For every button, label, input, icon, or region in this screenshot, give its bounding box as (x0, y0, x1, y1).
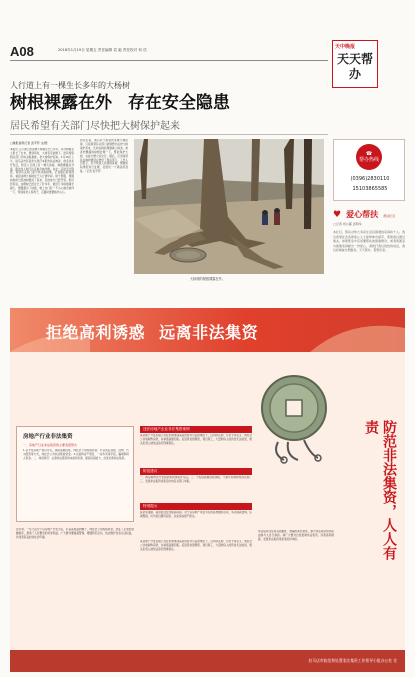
help-section-title: 爱心帮扶 (346, 210, 379, 219)
real-estate-box-intro: 一、房地产行业非法集资的主要表现形式 (23, 443, 78, 447)
phone-number-1: (0396)2830110 (350, 176, 390, 182)
vertical-slogan: 防范非法集资，人人有责 (363, 420, 397, 560)
headline: 树根裸露在外 存在安全隐患 (10, 93, 230, 113)
case-text-2: 一、购房前核实开发商资质和预售许可证。二、不轻信高额回报承诺，不参与所谓的内部认购。三、发现非法集资线索及时向有关部门举报。 (140, 476, 252, 483)
case-label-1: 违法房地产企业非法集资案例 (140, 426, 252, 433)
column-name: 天天帮办 (337, 52, 374, 81)
hotline-badge-label: 帮办热线 (358, 157, 379, 163)
brand-top: 天中晚报 (335, 44, 356, 50)
page-number: A08 (10, 44, 34, 59)
hotline-box (333, 139, 405, 201)
lower-mid-text: 某房地产开发有限公司在未取得商品房预售许可证的情况下，以内部认购、会员卡等名义，向社会公众收取购房款，并承诺高额回报。后因资金链断裂，项目停工，大量购房人的资金无法收回，相关负责人被依法追究刑事责任。 (140, 540, 252, 551)
hotline-badge (356, 144, 382, 170)
byline: □晚报首席记者 袁平怀 文/图 (10, 141, 48, 145)
kicker: 人行道上有一棵生长多年的大杨树 (10, 81, 130, 90)
campaign-banner (10, 308, 405, 352)
heart-icon: ♥ (333, 210, 342, 220)
sidebar-note: 本栏目，帮扶对象大多是生活有困难的家庭和个人。我们希望社会各界爱心人士能够伸出援手，帮助他们渡过难关。如果您家中有需要帮扶的困难群众，或者您愿意为困难家庭献出一份爱心，请拨打我们的热线电话，我们将竭诚为您服务。天天帮办，帮您所需。 (333, 230, 405, 253)
news-photo (134, 139, 324, 274)
coin-chain-image (258, 368, 334, 464)
sidebar-byline: □记者 刘小露 袁明华 (333, 222, 362, 226)
phone-number-2: 15103865585 (352, 186, 388, 192)
help-section-logo (333, 202, 405, 220)
lower-left-text: 近年来，一些不法分子以房地产开发为名，打着高收益的幌子，向社会公众吸收资金，扰乱了正常的金融秩序，损害了人民群众的切身利益。广大群众要提高警惕，增强防范意识，依法维护自身合法权益，共同营造良好的社会环境。 (16, 528, 134, 539)
lower-right-text: 非法集资往往具有隐蔽性、欺骗性和危害性，参与非法集资的风险由参与人自行承担。请广大群众自觉抵制非法集资，远离高利诱惑，发现非法集资线索请及时举报。 (258, 530, 334, 541)
body-col2: 居民们说，他们并不希望把这棵大树砍掉，只是希望有关部门能够想办法把大树保护起来，比如在树的周围砌上树池，或者把裸露的树根处理一下，既能保护大树，也能方便大家出行。随后，记者将居民反映的情况反馈给了相关部门，工作人员表示，会尽快派人到现场查看，根据实际情况进行处理，给居民一个满意的答复。（记者 袁平怀） (80, 139, 128, 174)
real-estate-box (16, 426, 134, 522)
body-col1: 本报讯 人行道上的这棵大杨树生长已多年，部分树根从土里长了出来，遇到风时，大树有可能倒下，居民希望相关部门尽快采取措施，把大树保护起来。1月18日上午，驻马店市民高先生拨打本报热线反映说，他家住在开发区，附近人行道上有一棵大杨树，树根裸露在外面，路过的人稍不注意就会被绊倒，存在一定的安全隐患，希望有关部门能尽快采取措施。记者随后赶到现场，看到这棵大杨树位于人行道中间，树干很粗，周围的地砖已经被树根顶了起来，有的地方已经开裂。附近居民说，这棵树已经生长了好多年，最近几年树根越长越大，慢慢露出了地面，晚上出门时一不小心就会被绊一下，特别是老人和孩子，走路时更要格外小心。 (10, 148, 74, 194)
case-text-1: 某房地产开发有限公司在未取得商品房预售许可证的情况下，以内部认购、会员卡等名义，向社会公众收取购房款，并承诺高额回报。后因资金链断裂，项目停工，大量购房人的资金无法收回，相关负责人被依法追究刑事责任。 (140, 434, 252, 445)
deck: 居民希望有关部门尽快把大树保护起来 (10, 121, 180, 132)
campaign-footer (10, 650, 405, 672)
case-text-3: 投资需谨慎，高回报往往伴随高风险。对于以房地产项目为名的各类融资活动，务必提高警惕，认真甄别，切勿盲目跟风投资，以免造成财产损失。 (140, 511, 252, 518)
photo-caption: 大杨树的树根裸露在外。 (190, 277, 226, 281)
case-label-2: 防范建议 (140, 468, 252, 475)
phone-icon: ☎ (365, 151, 373, 157)
campaign-footer-text: 驻马店市防范和处置非法集资工作领导小组办公室 宣 (308, 658, 397, 663)
dateline: 2018年1月19日 星期五 责任编辑 袁 毅 责任校对 何 语 (58, 48, 147, 52)
coin-illustration (258, 368, 334, 464)
real-estate-box-title: 房地产行业非法集资 (23, 434, 73, 440)
real-estate-box-text: 1.以开发房地产项目为名，承诺高额回报，向社会公众吸收资金。2.以售后返租、回购、代为经营等方式，向社会公众非法吸收资金。3.以虚构房产项目、一房多卖等手段，骗取购房人资金。二、如何防范：认清非法集资的本质和危害，提高识别能力，自觉远离非法集资。 (23, 449, 129, 460)
tree-roots-image (134, 139, 324, 274)
case-label-3: 特别提示 (140, 503, 252, 510)
column-logo (332, 40, 378, 88)
campaign-banner-text: 拒绝高利诱惑 远离非法集资 (46, 323, 259, 342)
help-section-sub: 帮扶栏目 (383, 214, 396, 218)
